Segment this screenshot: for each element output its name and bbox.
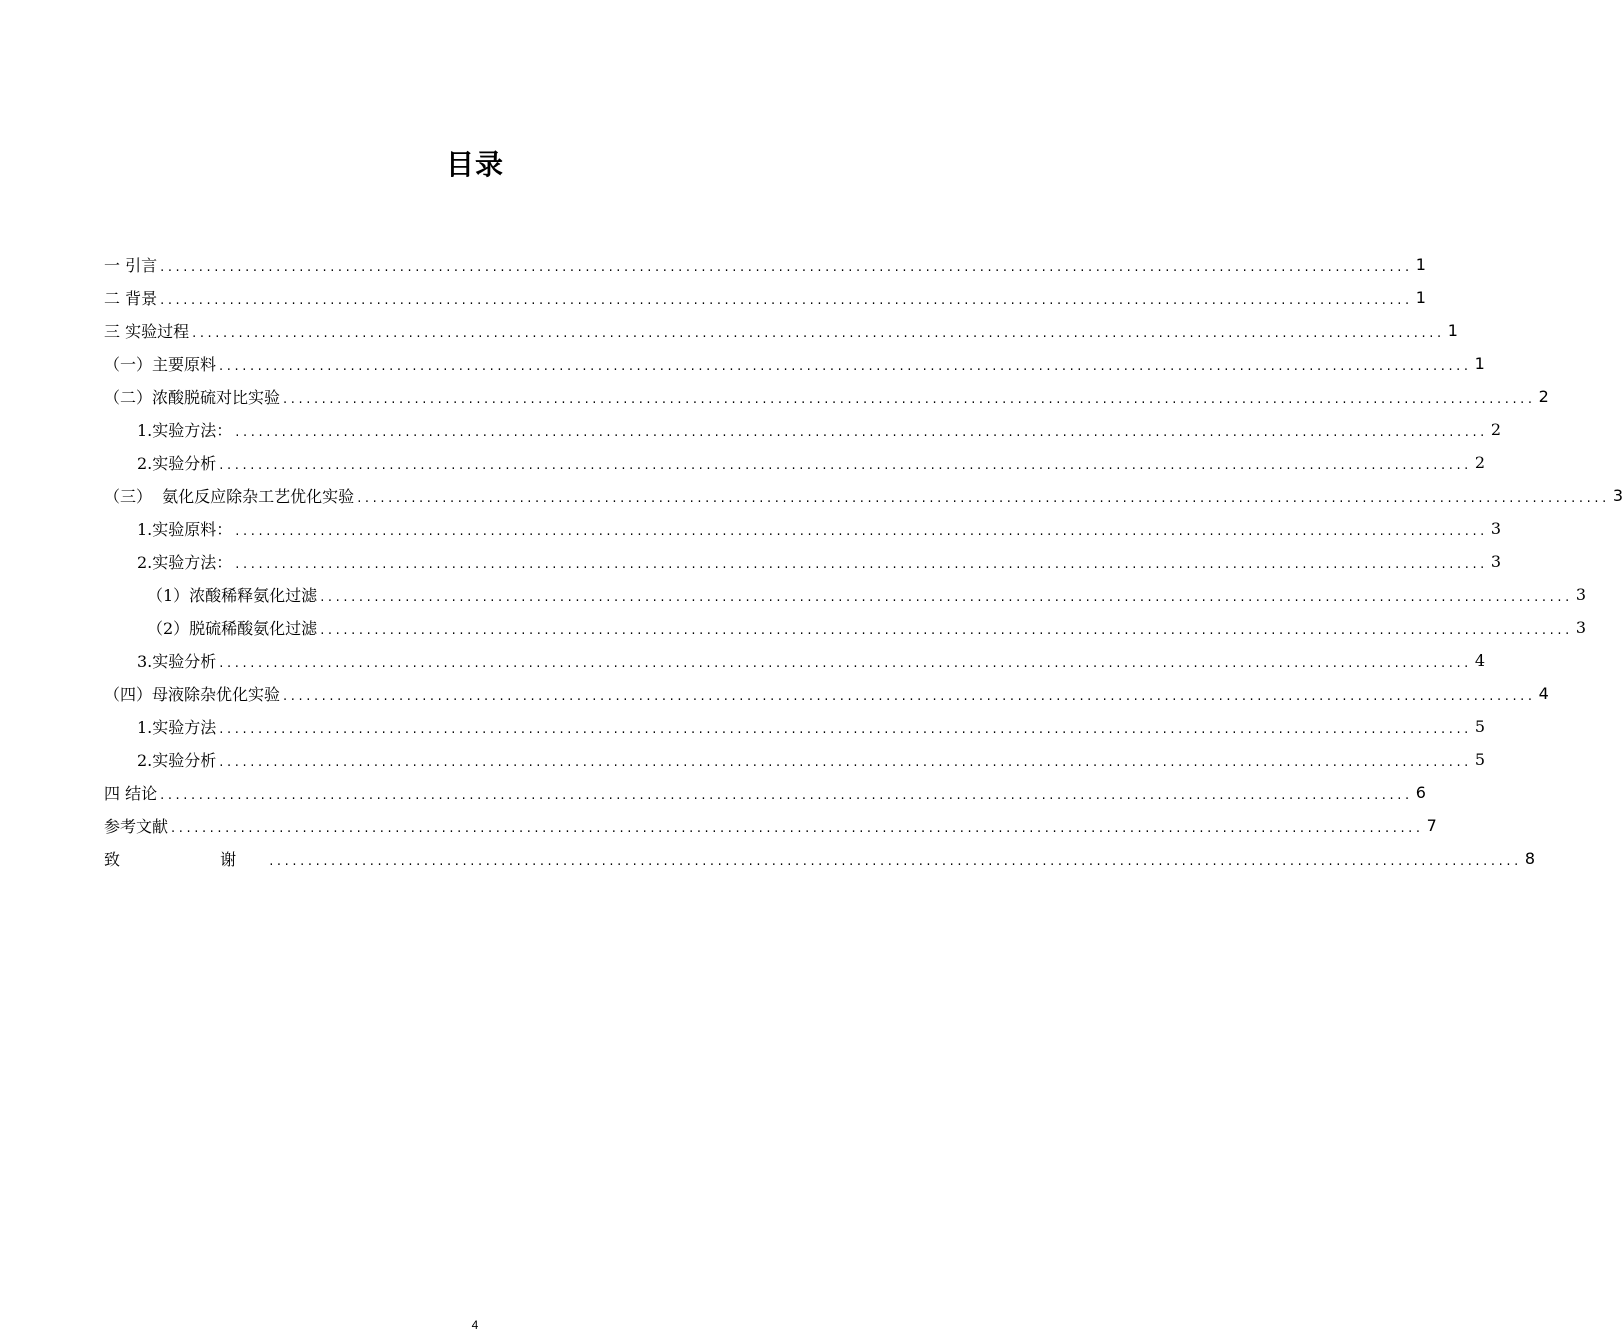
footer-page-number: 4 [471,1318,479,1332]
toc-entry-label: 2.实验方法： [137,553,233,572]
toc-entry-label: 3.实验分析 [137,652,217,671]
dot-leader: .................................................................................................................................................................. [219,656,1472,671]
toc-entry-main-materials[interactable] [104,347,1485,380]
toc-entry-experiment-process[interactable] [104,314,1458,347]
dot-leader: .................................................................................................................................................................. [160,788,1413,803]
toc-entry-page-number: 2 [1538,387,1549,406]
toc-entry-label: （一）主要原料 [104,355,217,374]
toc-entry-label: 1.实验方法 [137,718,217,737]
dot-leader: .................................................................................................................................................................. [160,260,1413,275]
dot-leader: .................................................................................................................................................................. [235,425,1488,440]
toc-entry-page-number: 1 [1415,255,1426,274]
toc-entry-introduction[interactable] [104,248,1426,281]
toc-entry-background[interactable] [104,281,1426,314]
toc-entry-method-2[interactable] [104,545,1502,578]
toc-entry-label: 参考文献 [104,817,169,836]
toc-entry-page-number: 2 [1474,453,1486,472]
toc-entry-analysis-3[interactable] [104,644,1486,677]
toc-entry-label: 四 结论 [104,784,158,803]
toc-entry-label: （二）浓酸脱硫对比实验 [104,388,281,407]
toc-entry-page-number: 4 [1538,684,1549,703]
toc-entry-mother-liquor-optimization[interactable] [104,677,1549,710]
toc-entry-label: 2.实验分析 [137,751,217,770]
toc-entry-label: 1.实验方法： [137,421,233,440]
toc-entry-page-number: 5 [1474,717,1486,736]
toc-entry-label: 二 背景 [104,289,158,308]
toc-entry-label: （四）母液除杂优化实验 [104,685,281,704]
dot-leader: .................................................................................................................................................................. [235,524,1488,539]
toc-entry-label: 三 实验过程 [104,322,190,341]
toc-entry-page-number: 3 [1490,519,1502,538]
dot-leader: .................................................................................................................................................................. [219,722,1472,737]
toc-entry-page-number: 3 [1612,486,1623,505]
toc-entry-page-number: 5 [1474,750,1486,769]
dot-leader: .................................................................................................................................................................. [283,392,1536,407]
toc-entry-page-number: 1 [1474,354,1485,373]
toc-entry-references[interactable] [104,809,1437,842]
toc-entry-conclusion[interactable] [104,776,1426,809]
dot-leader: .................................................................................................................................................................. [219,359,1472,374]
toc-entry-analysis-4[interactable] [104,743,1486,776]
toc-entry-page-number: 1 [1415,288,1426,307]
dot-leader: .................................................................................................................................................................. [283,689,1536,704]
toc-entry-label: 1.实验原料： [137,520,233,539]
dot-leader: .................................................................................................................................................................. [320,590,1573,605]
toc-entry-dilution-filtration[interactable] [104,578,1587,611]
dot-leader: .................................................................................................................................................................. [219,458,1472,473]
toc-entry-page-number: 3 [1490,552,1502,571]
toc-entry-method-1[interactable] [104,413,1502,446]
toc-entry-ammoniation-optimization[interactable] [104,479,1623,512]
toc-entry-label: （1）浓酸稀释氨化过滤 [147,586,318,605]
toc-entry-page-number: 1 [1447,321,1458,340]
toc-entry-label: 一 引言 [104,256,158,275]
toc-entry-page-number: 2 [1490,420,1502,439]
toc-entry-materials-2[interactable] [104,512,1502,545]
toc-entry-page-number: 3 [1575,585,1587,604]
dot-leader: .................................................................................................................................................................. [219,755,1472,770]
dot-leader: .................................................................................................................................................................. [320,623,1573,638]
toc-entry-acknowledgements[interactable] [104,842,1536,875]
toc-entry-label: （三） 氨化反应除杂工艺优化实验 [104,487,355,506]
toc-entry-desulfurization-comparison[interactable] [104,380,1549,413]
toc-entry-label: （2）脱硫稀酸氨化过滤 [147,619,318,638]
toc-entry-method-4[interactable] [104,710,1486,743]
toc-entry-label: 致 谢 [104,850,267,869]
dot-leader: .................................................................................................................................................................. [171,821,1424,836]
dot-leader: .................................................................................................................................................................. [357,491,1610,506]
dot-leader: .................................................................................................................................................................. [269,854,1522,869]
toc-entry-page-number: 8 [1524,849,1536,868]
toc-entry-desulfurized-filtration[interactable] [104,611,1587,644]
toc-entry-page-number: 3 [1575,618,1587,637]
toc-entry-label: 2.实验分析 [137,454,217,473]
dot-leader: .................................................................................................................................................................. [235,557,1488,572]
toc-entry-page-number: 7 [1426,816,1437,835]
table-of-contents [104,248,1623,875]
toc-entry-page-number: 6 [1415,783,1426,802]
page-title: 目录 [445,148,504,181]
dot-leader: .................................................................................................................................................................. [192,326,1445,341]
toc-entry-page-number: 4 [1474,651,1486,670]
dot-leader: .................................................................................................................................................................. [160,293,1413,308]
toc-entry-analysis-1[interactable] [104,446,1486,479]
